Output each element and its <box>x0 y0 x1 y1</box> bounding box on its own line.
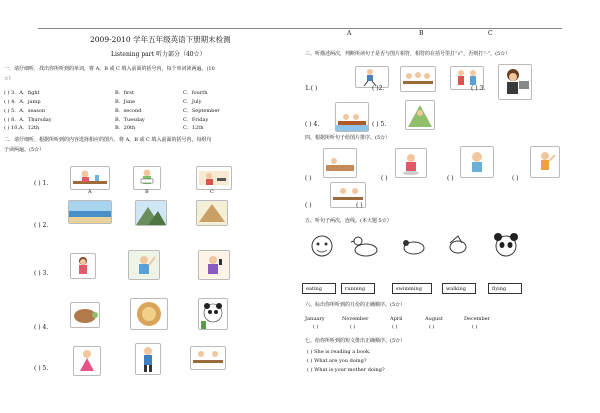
family-dinner-picture <box>400 66 436 92</box>
girl-waving-picture <box>128 250 160 280</box>
q1-row-b: B．second <box>115 108 142 114</box>
bird-icon <box>444 233 472 257</box>
dog-icon <box>400 235 428 257</box>
q1-row-a: ( ) 8．A．Thursday <box>4 117 52 123</box>
q1-row-b: B．first <box>115 90 134 96</box>
climbing-picture <box>405 100 435 130</box>
girl-teeth-picture <box>460 146 494 178</box>
child-cooking-picture <box>196 166 232 190</box>
q1-row-b: B．June <box>115 99 136 105</box>
kids-table-picture <box>190 346 226 370</box>
q7-item-3: ( ) What is your mother doing? <box>307 367 385 373</box>
q1-row-c: C．12th <box>183 125 204 131</box>
q3-label-5: ( ) 5. <box>372 121 387 128</box>
girl-drinking-picture <box>70 166 110 190</box>
word-box-walking: walking <box>442 283 476 294</box>
month-blank-2[interactable]: ( ) <box>350 324 356 330</box>
q4-label-1: ( ) <box>305 175 312 182</box>
top-letter-c: C <box>488 30 493 37</box>
q6-instruction: 六、标出你所听到的月份的正确顺序。(5☆） <box>305 302 406 308</box>
panda-face-icon <box>492 231 520 259</box>
duck-icon <box>350 233 380 259</box>
q1-instruction-line1: 一．请仔细听，找出你所听到的单词，将 A、B 或 C 填入前面的括号内，每个单词读两遍。(10 <box>4 66 215 72</box>
q4-label-3: ( ) <box>447 175 454 182</box>
q2-letter-a: A <box>88 189 92 195</box>
q1-row-c: C．September <box>183 108 220 114</box>
pyramid-picture <box>196 200 228 226</box>
girl-reading-picture <box>133 166 161 190</box>
q2-label-5: ( ) 5. <box>34 365 49 372</box>
q3-instruction: 三、听描述两次，判断所读句子是否与图片相符，相符的在括号里打“√”，否则打“-”。(5☆） <box>305 51 511 57</box>
turtle-picture <box>70 302 100 328</box>
monkey-icon <box>307 233 337 259</box>
q2-instruction-line1: 二．请仔细听，根据所听到的内容选择相应的图片，将 A、B 或 C 填入前面的括号内，每组句 <box>4 137 212 143</box>
beach-picture <box>68 200 112 224</box>
girl-playing-picture <box>70 253 96 279</box>
q5-instruction: 五、听句子两次，连线。(本大题 5☆） <box>305 218 392 224</box>
q4-instruction: 四、根据所听句子给图片排序。(5☆） <box>305 135 391 141</box>
page-title: 2009-2010 学年五年级英语下册期末检测 <box>90 35 231 44</box>
boy-phone-picture <box>198 250 230 280</box>
lion-picture <box>130 298 168 330</box>
q1-row-a: ( ) 5．A．season <box>4 108 46 114</box>
month-blank-3[interactable]: ( ) <box>392 324 398 330</box>
q3-label-2: ( )2. <box>372 85 385 92</box>
q4-label-2: ( ) <box>381 175 388 182</box>
month-blank-1[interactable]: ( ) <box>313 324 319 330</box>
dragon-boat-picture <box>335 102 369 132</box>
q3-label-3: ( ) 3. <box>471 85 486 92</box>
word-box-eating: eating <box>302 283 336 294</box>
q1-row-b: B．Tuesday <box>115 117 145 123</box>
month-april: April <box>390 316 403 322</box>
q4-label-6: ( ) <box>356 202 363 209</box>
q4-label-4: ( ) <box>512 175 519 182</box>
q1-row-c: C．Friday <box>183 117 209 123</box>
q1-instruction-line2: ☆） <box>4 76 14 82</box>
q1-row-a: ( ) 10.A．12th <box>4 125 40 131</box>
q4-label-5: ( ) <box>305 202 312 209</box>
q1-row-b: B．20th <box>115 125 136 131</box>
word-box-swimming: swimming <box>392 283 432 294</box>
word-box-running: running <box>341 283 375 294</box>
q2-label-3: ( ) 3. <box>34 270 49 277</box>
q2-instruction-line2: 子读两遍。(5☆） <box>4 147 45 153</box>
top-letter-b: B <box>419 30 424 37</box>
q2-label-2: ( ) 2. <box>34 222 49 229</box>
top-letter-a: A <box>347 30 352 37</box>
word-box-flying: flying <box>488 283 522 294</box>
q7-item-2: ( ) What are you doing? <box>307 358 367 364</box>
girl-waving-bye-picture <box>530 146 560 178</box>
boy-computer-picture <box>498 64 532 100</box>
month-january: January <box>305 316 325 322</box>
section-subtitle: Listening part 听力部分（40☆） <box>111 51 206 58</box>
month-august: August <box>425 316 443 322</box>
month-december: December <box>464 316 491 322</box>
q7-item-1: ( ) She is reading a book. <box>307 349 371 355</box>
mountain-picture <box>135 200 167 226</box>
q1-row-a: ( ) 4．A．jump <box>4 99 41 105</box>
month-blank-5[interactable]: ( ) <box>472 324 478 330</box>
top-rule <box>38 28 562 29</box>
q1-row-c: C．July <box>183 99 202 105</box>
q2-label-1: ( ) 1. <box>34 180 49 187</box>
panda-picture <box>198 298 228 330</box>
q1-row-a: ( ) 3．A．fight <box>4 90 40 96</box>
month-blank-4[interactable]: ( ) <box>429 324 435 330</box>
q2-label-4: ( ) 4. <box>34 324 49 331</box>
month-november: November <box>342 316 369 322</box>
q2-letter-c: C <box>210 189 214 195</box>
girl-dancing-picture <box>73 346 101 376</box>
girl-eating-picture <box>395 148 427 178</box>
girl-bed-picture <box>323 148 357 178</box>
q1-row-c: C．fourth <box>183 90 208 96</box>
q7-instruction: 七、给你所听到的短文排出正确顺序。(5☆） <box>305 338 406 344</box>
q2-letter-b: B <box>145 189 149 195</box>
q3-label-4: ( ) 4. <box>305 121 320 128</box>
boy-standing-picture <box>135 343 161 375</box>
q3-label-1: 1.( ) <box>305 85 318 92</box>
